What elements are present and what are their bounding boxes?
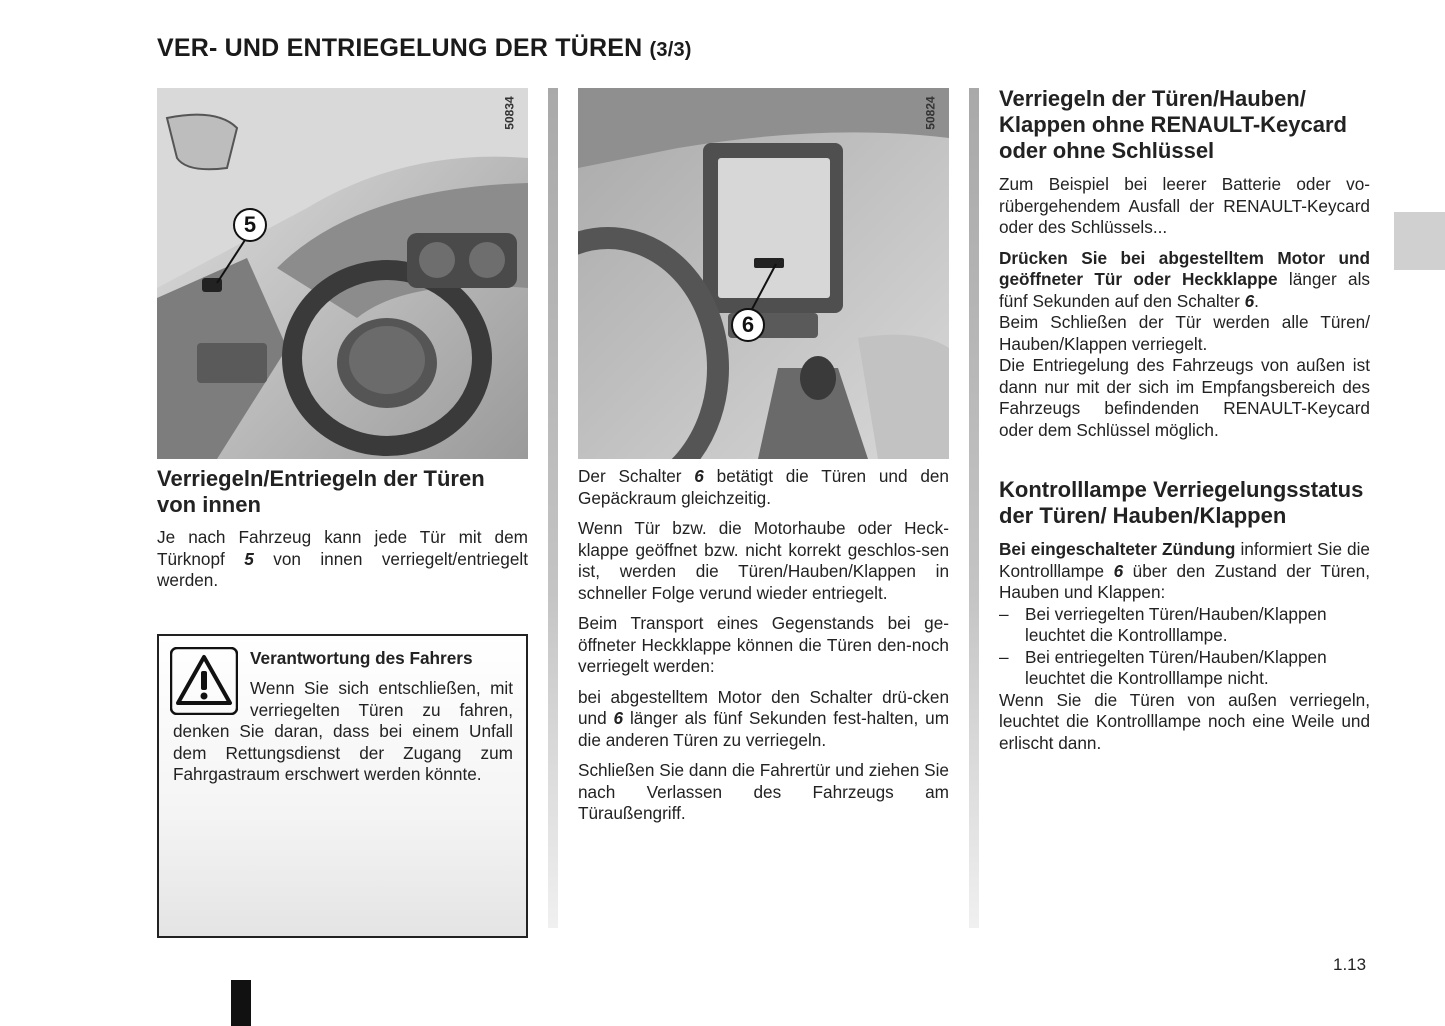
paragraph: Bei eingeschalteter Zündung informiert Sie die Kontrolllampe 6 über den Zustand der Türen, Hauben und Klappen: [999, 539, 1370, 602]
column-1 [157, 466, 528, 592]
list-item: – Bei verriegelten Türen/Hauben/Klappen leuchtet die Kontrolllampe. [999, 603, 1327, 645]
paragraph: Zum Beispiel bei leerer Batterie oder vo-rübergehendem Ausfall der RENAULT-Keycard oder des Schlüssels... [999, 174, 1370, 237]
column-3 [999, 86, 1370, 754]
paragraph: bei abgestelltem Motor den Schalter drü-cken und 6 länger als fünf Sekunden fest-halten, um die anderen Türen zu verriegeln. [578, 686, 950, 750]
column-separator [548, 88, 558, 928]
paragraph: Der Schalter 6 betätigt die Türen und den Gepäckraum gleichzeitig. [578, 466, 949, 508]
figure-code: 50834 [502, 96, 517, 130]
column-2 [578, 466, 949, 825]
section-heading: Kontrolllampe Verriegelungsstatus der Türen/ Hauben/Klappen [999, 477, 1364, 528]
paragraph: Je nach Fahrzeug kann jede Tür mit dem Türknopf 5 von innen verriegelt/entriegelt werden. [157, 527, 528, 590]
figure-center-console [578, 88, 949, 459]
warning-box [157, 634, 528, 938]
figure-code: 50824 [923, 96, 938, 130]
warning-text: Wenn Sie sich entschließen, mit verriegelten Türen zu fahren, denken Sie daran, dass bei einem Unfall dem Rettungsdienst der Zugang zum Fahrgastraum erschwert werden könnte. [173, 678, 513, 784]
section-heading: Verriegeln/Entriegeln der Türen von innen [157, 466, 485, 517]
callout-5: 5 [233, 208, 267, 242]
display-screen [718, 158, 830, 298]
callout-6: 6 [731, 308, 765, 342]
paragraph: Drücken Sie bei abgestelltem Motor und geöffneter Tür oder Heckklappe länger als fünf Sekunden auf den Schalter 6. [999, 247, 1370, 311]
chapter-tab [1394, 212, 1445, 270]
page-title-suffix: (3/3) [649, 39, 692, 61]
paragraph: Wenn Sie die Türen von außen verriegeln, leuchtet die Kontrolllampe noch eine Weile und erlischt dann. [999, 689, 1370, 753]
section-heading: Verriegeln der Türen/Hauben/ Klappen ohne RENAULT-Keycard oder ohne Schlüssel [999, 86, 1347, 163]
list-item: – Bei entriegelten Türen/Hauben/Klappen leuchtet die Kontrolllampe nicht. [999, 646, 1327, 688]
binding-mark [231, 980, 251, 1026]
page-number: 1.13 [1333, 955, 1367, 974]
door-interior-illustration [157, 88, 528, 459]
figure-door-interior [157, 88, 528, 459]
page-title [157, 34, 692, 63]
paragraph: Beim Schließen der Tür werden alle Türen/ Hauben/Klappen verriegelt. [999, 312, 1370, 354]
paragraph: Beim Transport eines Gegenstands bei ge-öffneter Heckklappe können die Türen den-noch verriegelt werden: [578, 613, 949, 676]
paragraph: Schließen Sie dann die Fahrertür und ziehen Sie nach Verlassen des Fahrzeugs am Türaußengriff. [578, 760, 949, 823]
paragraph: Wenn Tür bzw. die Motorhaube oder Heck-klappe geöffnet bzw. nicht korrekt geschlos-sen ist, werden die Türen/Hauben/Klappen in schneller Folge verund wieder entriegelt. [578, 518, 949, 603]
warning-title: Verantwortung des Fahrers [250, 648, 473, 668]
paragraph: Die Entriegelung des Fahrzeugs von außen ist dann nur mit der sich im Empfangsbereich des Fahrzeugs befindenden RENAULT-Keycard oder dem Schlüssel möglich. [999, 355, 1370, 440]
center-console-illustration [578, 88, 949, 459]
lock-switch [754, 258, 784, 268]
column-separator [969, 88, 979, 928]
page-title-text: VER- UND ENTRIEGELUNG DER TÜREN [157, 34, 643, 62]
